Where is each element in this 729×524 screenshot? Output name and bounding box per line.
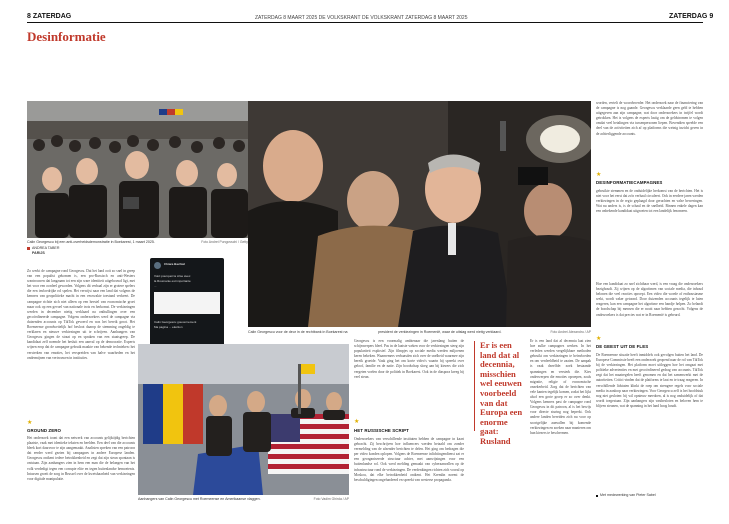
body-col3-mid: Er is een land dat al decennia laat zien hoe zulke campagnes werken. In het verleden werden vergelijkbare methoden gebruikt om verkiezingen te beïnvloeden en om verdeeldheid te zaaien. De aanpak is vaak dezelfde: zoek bestaande spanningen en versterk die. Kies onderwerpen die emoties oproepen, zoals migratie, religie of economische onzekerheid. Zorg dat de berichten van vele kanten tegelijk komen, zodat het lijkt alsof een grote groep er zo over denkt. Volgens kenners past de campagne rond Georgescu in dit patroon, al is het bewijs voor directe sturing nog beperkt. Ook andere landen bereiden zich nu voor op soortgelijke aanvallen bij komende verkiezingen en zoeken naar manieren om hun kiezers te beschermen.	[530, 339, 591, 435]
caption-crowd: Calin Georgescu bij een anti-overheidsdemonstratie in Boekarest, 1 maart 2025.	[27, 240, 155, 244]
left-section-label	[27, 13, 71, 20]
page-title: Desinformatie	[27, 29, 106, 44]
photo-crowd	[27, 101, 248, 238]
body-col4-mid: Hoe een kandidaat zo snel zichtbaar werd, is een vraag die onderzoekers bezighoudt. Zij wijzen op de algoritmen van sociale media, die inhoud belonen die veel reacties oproept. Een video die woede of enthousiasme wekt, wordt vaker getoond. Door duizenden accounts tegelijk te laten reageren, kan een campagne het algoritme een handje helpen. Zo belandt de boodschap bij mensen die er nooit naar hebben gezocht. Volgens de onderzoekers is dat precies wat er in Roemenië is gebeurd.	[596, 282, 703, 317]
header-rule	[27, 22, 703, 23]
byline-location: PARIJS	[32, 251, 45, 255]
crowd-illustration	[27, 101, 248, 238]
credit-flags: Foto Vadim Ghirda / AP	[313, 497, 349, 501]
byline-marker	[27, 247, 30, 250]
tweet-line-2: la Roumanie est importante	[154, 279, 191, 283]
body-col4-bottom: De Roemeense situatie heeft inmiddels ook gevolgen buiten het land. De Europese Commissie heeft een onderzoek geopend naar de rol van TikTok bij de verkiezingen. Het platform moet uitleggen hoe het omgaat met politieke advertenties en met gecoördineerd gedrag van accounts. TikTok zegt dat het maatregelen heeft genomen en dat het samenwerkt met de autoriteiten. Critici vinden dat de platforms te laat en te traag reageren. In verschillende lidstaten klinkt de roep om strengere regels voor sociale media in aanloop naar verkiezingen. Voor Georgescu zelf is het hoofdstuk nog niet gesloten: hij wil opnieuw meedoen, al is nog onduidelijk of dat wordt toegestaan. Zijn aanhangers zijn vastbesloten en beloven hem te blijven steunen, wat de spanning in het land hoog houdt.	[596, 353, 703, 408]
tweet-line-3: ...	[154, 284, 157, 288]
tweet-card	[154, 292, 220, 314]
star-icon: ★	[354, 419, 360, 425]
body-col2-bottom: Onderzoekers van verschillende instituten hebben de campagne in kaart gebracht. Zij beschrijven hoe influencers werden betaald om zonder vermelding van de afzender berichten te delen. Het ging om bedragen die per video konden oplopen. Volgens de Roemeense inlichtingendienst zat er een georganiseerde structuur achter, met aanwijzingen voor een buitenlandse rol. Ook werd melding gemaakt van cyberaanvallen op de infrastructuur rond de verkiezingen. De verdenkingen richten zich vooral op Moskou, dat elke betrokkenheid ontkent. Het Kremlin noemt de beschuldigingen ongefundeerd en spreekt van westerse propaganda.	[354, 437, 464, 482]
body-col1-bottom: Het onderzoek toont dat een netwerk van accounts gelijktijdig berichten plaatste, vaak met identieke teksten en beelden. Een deel van die accounts bleek kort daarvoor te zijn aangemaakt. Analisten spreken van een patroon dat eerder werd gezien bij campagnes in andere Europese landen. Georgescu ontkent iedere betrokkenheid en zegt dat zijn steun spontaan is ontstaan. Zijn aanhangers zien in hem een man die de belangen van het volk verdedigt tegen een corrupte elite en tegen buitenlandse bemoeienis. Intussen groeit de zorg in Brussel over de kwetsbaarheid van verkiezingen voor digitale manipulatie.	[27, 436, 135, 481]
tweet-line-0: Chiara Bachtel	[164, 262, 186, 266]
left-section-name: ZATERDAG	[32, 13, 72, 20]
left-page-number: 8	[27, 13, 31, 20]
photo-flags	[138, 344, 349, 495]
body-col4-top: gebruikte stemmen en de onduidelijke herkomst van de berichten. Het is niet voor het eerst dat zo'n verhaal circuleert. Ook in eerdere jaren werden verkiezingen in de regio geplaagd door geruchten en valse beweringen. Wat nu anders is, is de schaal en de snelheid. Binnen enkele dagen kan een onbekende kandidaat uitgroeien tot een landelijk fenomeen.	[596, 189, 703, 214]
footnote: Met medewerking van Pieter Sabel	[600, 493, 656, 497]
footnote-marker	[596, 495, 598, 497]
subhead-ground-zero: GROUND ZERO	[27, 428, 62, 433]
star-icon: ★	[27, 420, 33, 426]
body-col1-top: Zo werkt de campagne rond Georgescu. Dat het land ooit zo snel in greep van een populist gekomen is, een pro-Russisch en anti-Westers wantrouwen dat langzaam tot een zijn ware identiteit uitgebouwd ligt, met het voor een oordeel geworden. Volgens dit verhaal zijn er grotere spelers die een invloedrijke rol spelen. Het verwijst naar een land dat volgens de kenners van geopolitieke macht in een verzwakte toestand verkeert. De campagne richtte zich niet alleen op een herstel van economische groei maar ook op een gevoel van nationale trots en herkomst. De verkiezingen werden in december nietig verklaard na onthullingen over een gecoördineerde campagne. Volgens onderzoekers werd de campagne via duizenden accounts op TikTok gevoerd en was het bereik groot. Het Roemeense grondwettelijk hof besloot daarop de stemming ongeldig te verklaren en nieuwe verkiezingen uit te schrijven. Aanhangers van Georgescu gingen de straat op en spraken van een staatsgreep. De kandidaat zelf noemde het besluit een aanval op de democratie. Experts wijzen erop dat de campagne gebruik maakte van bekende technieken: het versterken van emoties, het verspreiden van halve waarheden en het ondermijnen van vertrouwen in instituties.	[27, 269, 135, 360]
tweet-avatar	[154, 262, 161, 269]
photo-main	[248, 101, 591, 327]
caption-main-rest: president de verkiezingen in Roemenië, waar de uitslag werd nietig verklaard.	[378, 330, 502, 334]
right-page-number: 9	[709, 13, 714, 20]
right-section-label	[669, 13, 713, 20]
body-col3-top: worden, vertelt de woordvoerder. Het onderzoek naar de financiering van de campagne is nog gaande. Georgescu verklaarde geen geld te hebben uitgegeven aan zijn campagne, wat door onderzoekers in twijfel wordt getrokken. Het is volgens de experts lastig om de geldstromen te volgen omdat veel betalingen via tussenpersonen liepen. Bovendien speelde een deel van de activiteiten zich af op platforms die weinig inzicht geven in de achterliggende accounts.	[596, 101, 703, 136]
caption-flags: Aanhangers van Calin Georgescu met Roemeense en Amerikaanse vlaggen.	[138, 497, 261, 501]
subhead-russian-script: HET RUSSISCHE SCRIPT	[354, 428, 409, 433]
tweet-line-1: Voici pourquoi la crise avec	[154, 274, 191, 278]
pull-quote: Er is een land dat al decennia, misschien wel eeuwen voorbeeld van dat Europa een enorme gaat: Rusland	[480, 340, 523, 446]
tweet-screenshot	[150, 258, 224, 350]
right-section-name: ZATERDAG	[669, 13, 708, 20]
subhead-campaigns: DESINFORMATIECAMPAGNES	[596, 180, 663, 185]
georgescu-illustration	[248, 101, 591, 327]
tweet-line-5: Ma pagina ... election	[154, 325, 183, 329]
subhead-lists: DE GEEST UIT DE FLES	[596, 344, 649, 349]
flags-illustration	[138, 344, 349, 495]
byline-author: ANDREA TABER	[32, 246, 60, 250]
quote-rule	[474, 341, 475, 431]
tweet-line-4: Calin Georgescu gouvernement	[154, 320, 197, 324]
star-icon: ★	[596, 336, 602, 342]
credit-main: Foto Andrei Alexandru / AP	[550, 330, 591, 334]
right-date-line: DE VOLKSKRANT ZATERDAG 8 MAART 2025	[362, 15, 468, 21]
caption-main: Calin Georgescu voor de deur in de rechtbank in Boekarest na	[248, 330, 348, 334]
star-icon: ★	[596, 172, 602, 178]
credit-crowd: Foto Andrei Pungovschi / Getty	[201, 240, 248, 244]
body-col2-top: Georgescu is een voormalig ambtenaar die jarenlang buiten de schijnwerpers bleef. Pas in de laatste weken voor de verkiezingen steeg zijn populariteit explosief. Zijn filmpjes op sociale media werden miljoenen keren bekeken. Waarnemers verbaasden zich over de snelheid waarmee zijn bereik groeide. Vaak ging het om korte video's waarin hij spreekt over geloof, familie en de natie. Zijn boodschap sloeg aan bij kiezers die zich vergeten voelen door de politiek in Boekarest. Ook in de diaspora kreeg hij veel steun.	[354, 339, 464, 379]
left-date-line: ZATERDAG 8 MAART 2025 DE VOLKSKRANT	[255, 15, 361, 21]
